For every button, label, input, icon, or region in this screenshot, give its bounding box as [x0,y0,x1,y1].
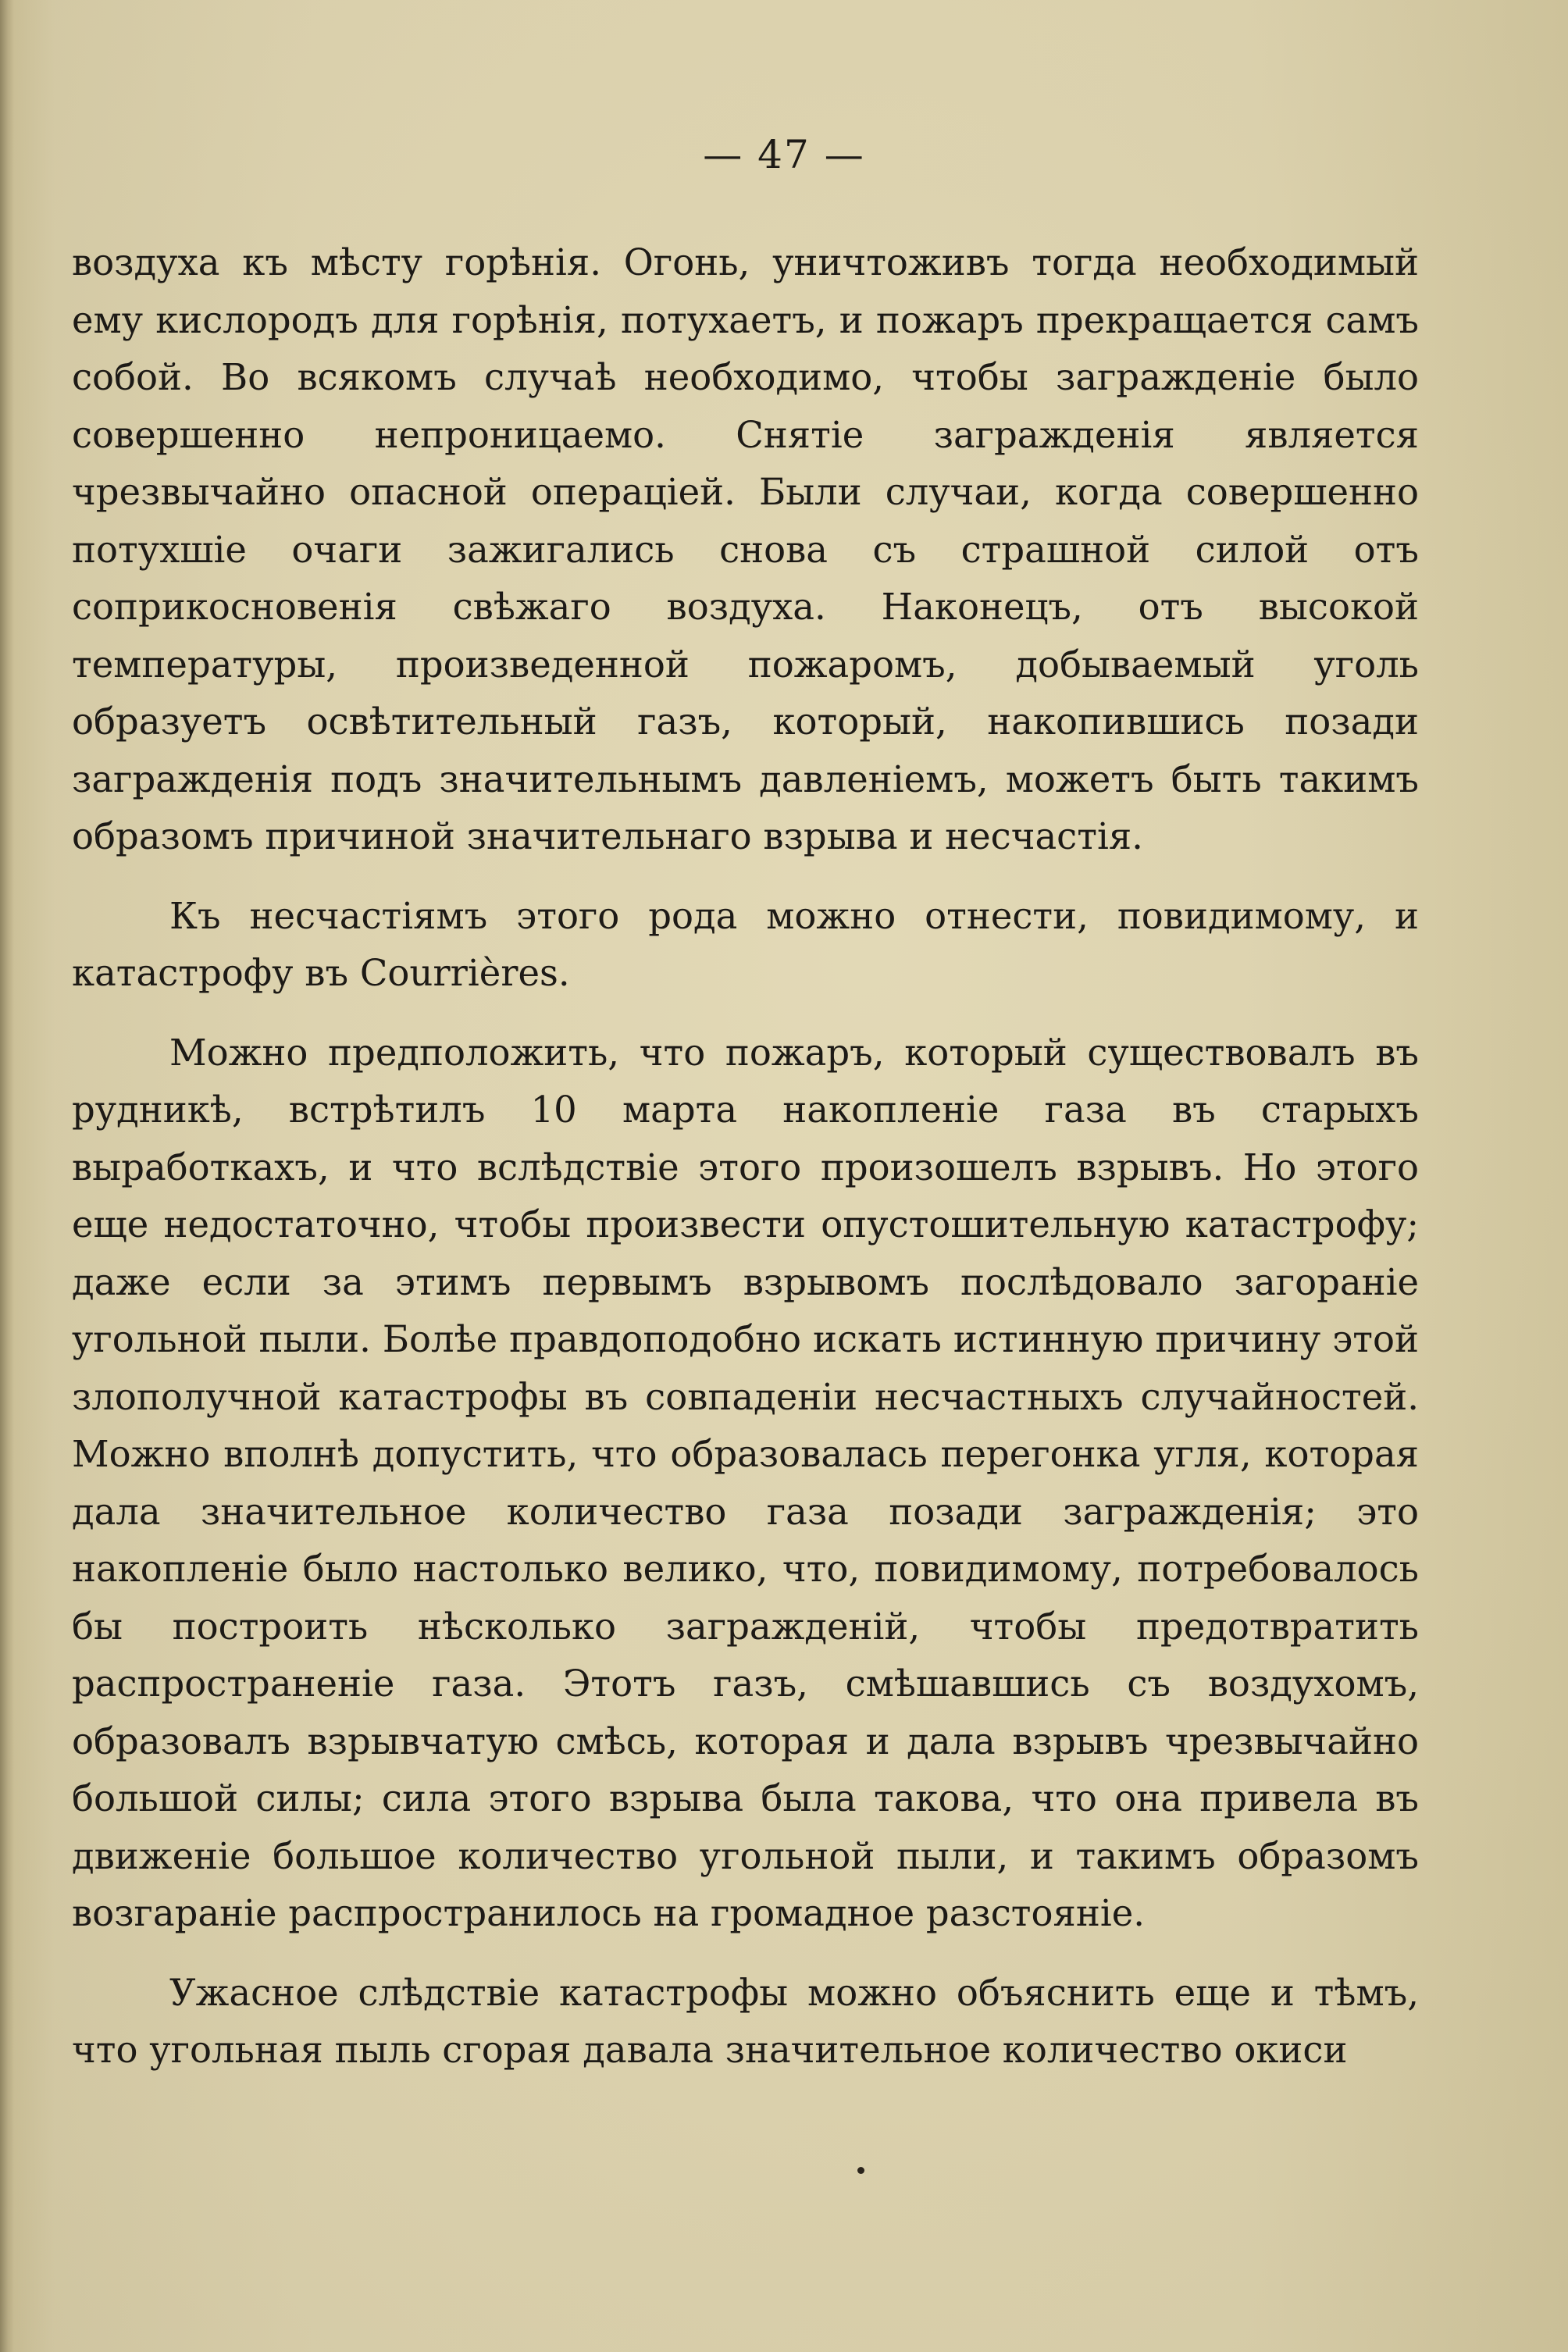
body-text [72,234,1419,2079]
ink-speck [857,2167,864,2174]
paragraph-consequence: Ужасное слѣдствіе катастрофы можно объяснить еще и тѣмъ, что угольная пыль сгорая давала значительное количество окиси [72,1971,1419,2071]
paragraph-hypothesis: Можно предположить, что пожаръ, который существовалъ въ рудникѣ, встрѣтилъ 10 марта накопленіе газа въ старыхъ выработкахъ, и что вслѣдствіе этого произошелъ взрывъ. Но этого еще недостаточно, чтобы произвести опустошительную катастрофу; даже если за этимъ первымъ взрывомъ послѣдовало загораніе угольной пыли. Болѣе правдоподобно искать истинную причину этой злополучной катастрофы въ совпаденіи несчастныхъ случайностей. Можно вполнѣ допустить, что образовалась перегонка угля, которая дала значительное количество газа позади загражденія; это накопленіе было настолько велико, что, повидимому, потребовалось бы построить нѣсколько загражденій, чтобы предотвратить распространеніе газа. Этотъ газъ, смѣшавшись съ воздухомъ, образовалъ взрывчатую смѣсь, которая и дала взрывъ чрезвычайно большой силы; сила этого взрыва была такова, что она привела въ движеніе большое количество угольной пыли, и такимъ образомъ возгараніе распространилось на громадное разстояніе. [72,1031,1419,1934]
page-number: — 47 — [703,132,865,177]
paragraph-courrieres: Къ несчастіямъ этого рода можно отнести, повидимому, и катастрофу въ Courrières. [72,894,1419,994]
page-binding-edge [0,0,14,2352]
paragraph-continuation: воздуха къ мѣсту горѣнія. Огонь, уничтоживъ тогда необходимый ему кислородъ для горѣнія, потухаетъ, и пожаръ прекращается самъ собой. Во всякомъ случаѣ необходимо, чтобы загражденіе было совершенно непроницаемо. Снятіе загражденія является чрезвычайно опасной операціей. Были случаи, когда совершенно потухшіе очаги зажигались снова съ страшной силой отъ соприкосновенія свѣжаго воздуха. Наконецъ, отъ высокой температуры, произведенной пожаромъ, добываемый уголь образуетъ освѣтительный газъ, который, накопившись позади загражденія подъ значительнымъ давленіемъ, можетъ быть такимъ образомъ причиной значительнаго взрыва и несчастія. [72,241,1419,857]
